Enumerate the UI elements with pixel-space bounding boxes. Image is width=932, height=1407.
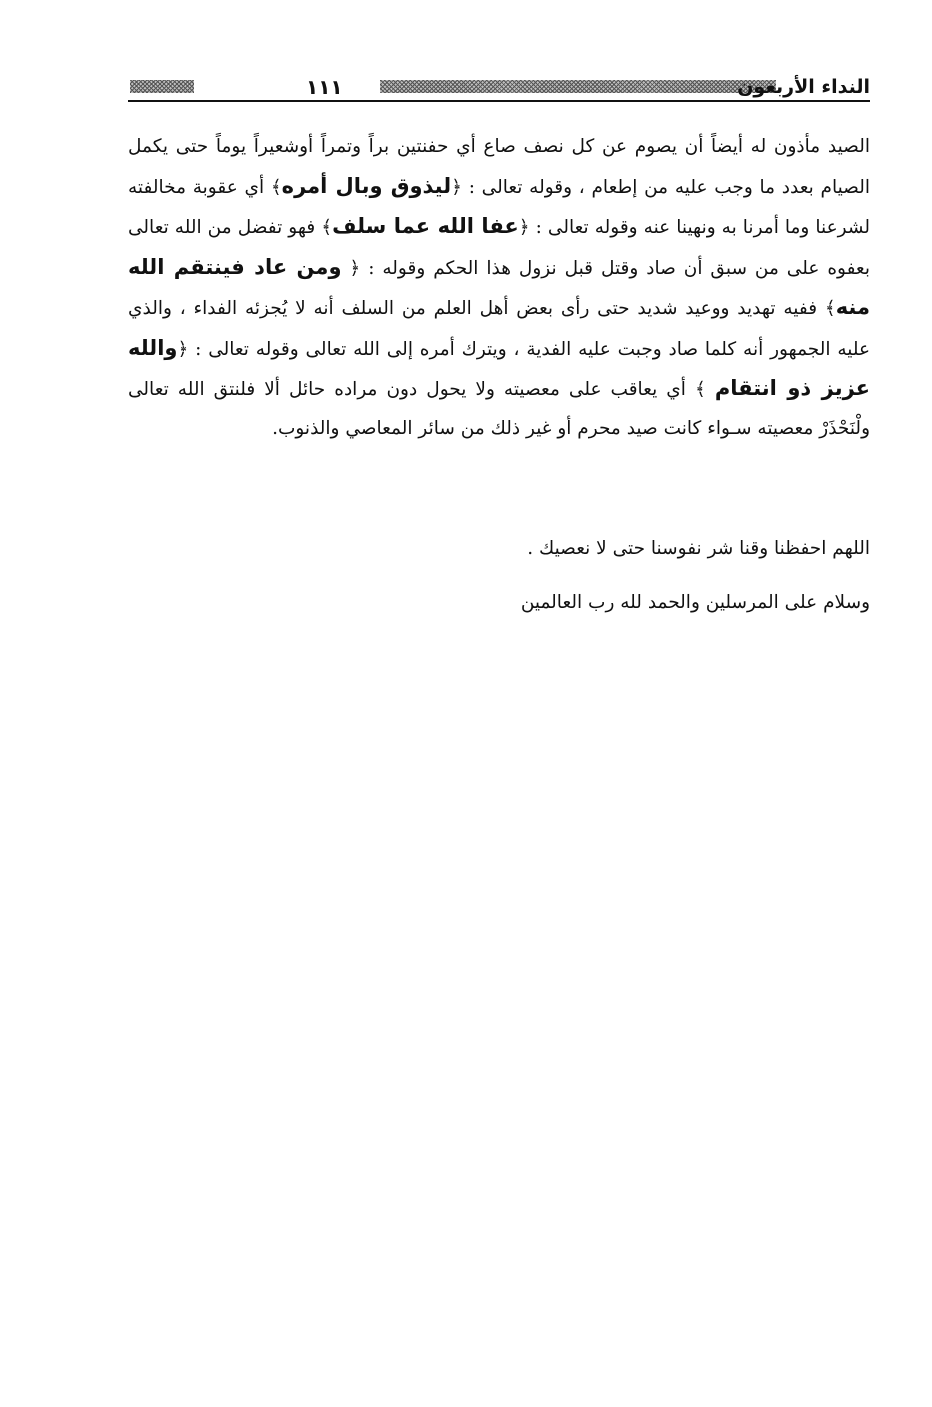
- header-ornament-left: [130, 80, 194, 93]
- text-segment: ﴾ أي يعاقب على معصيته ولا يحول دون مراده حائل ألا فلنتق الله تعالى ولْنَحْذَرْ معصيته سـواء كانت صيد محرم أو غير ذلك من سائر المعاصي والذنوب.: [128, 379, 870, 439]
- text-segment: الصيد مأذون له أيضاً أن يصوم عن كل نصف صاع أي حفنتين براً وتمراً أوشعيراً يوماً حتى يكمل الصيام بعدد ما وجب عليه من إطعام ، وقوله تعالى : ﴿: [128, 136, 871, 198]
- text-segment: ﴾ أي عقوبة مخالفته لشرعنا وما أمرنا به ونهينا عنه وقوله تعالى : ﴿: [128, 176, 870, 238]
- closing-line: وسلام على المرسلين والحمد لله رب العالمين: [520, 592, 870, 613]
- closing-prayer: اللهم احفظنا وقنا شر نفوسنا حتى لا نعصيك .: [527, 538, 870, 559]
- quran-verse: عفا الله عما سلف: [332, 214, 519, 238]
- header-ornament-middle: [380, 80, 776, 93]
- chapter-title: النداء الأربعون: [737, 76, 870, 98]
- header-rule: [128, 100, 870, 102]
- quran-verse: ومن عاد فينتقم الله منه: [128, 254, 870, 319]
- body-text: [128, 128, 870, 448]
- text-segment: ﴾ ففيه تهديد ووعيد شديد حتى رأى بعض أهل العلم من السلف أنه لا يُجزئه الفداء ، والذي عليه الجمهور أنه كلما صاد وجبت عليه الفدية ، ويترك أمره إلى الله تعالى وقوله تعالى : ﴿: [128, 298, 870, 360]
- quran-verse: ليذوق وبال أمره: [281, 173, 452, 198]
- text-segment: ﴾ فهو تفضل من الله تعالى بعفوه على من سبق أن صاد وقتل قبل نزول هذا الحكم وقوله : ﴿: [128, 217, 870, 279]
- quran-verse: والله عزيز ذو انتقام: [128, 335, 870, 400]
- body-paragraph: [128, 128, 870, 448]
- page-number: ١١١: [306, 75, 343, 99]
